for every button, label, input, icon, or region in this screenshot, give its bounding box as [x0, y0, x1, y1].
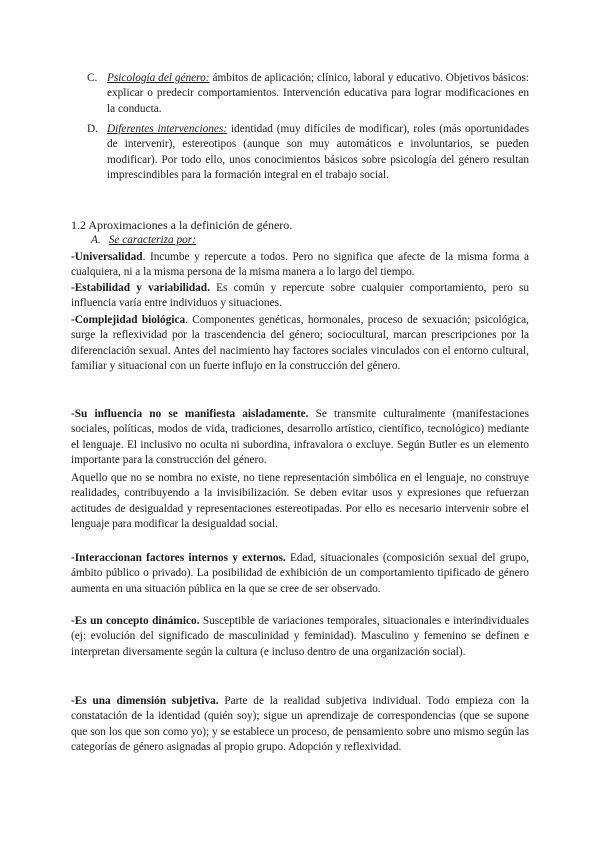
paragraph-text: . Incumbe y repercute a todos. Pero no significa que afecte de la misma forma a cualquiera, ni a la misma persona de la misma manera a lo largo del tiempo.: [71, 251, 529, 279]
subsection-title: Se caracteriza por:: [108, 234, 196, 246]
paragraph-lead: -Complejidad biológica: [71, 314, 186, 326]
subsection-heading: [91, 233, 196, 248]
paragraph-subjetiva: [71, 694, 529, 755]
paragraph-lead: -Universalidad: [71, 251, 143, 263]
paragraph-lead: -Estabilidad y variabilidad.: [71, 282, 210, 294]
paragraph-text: Es común y repercute sobre cualquier comportamiento, pero su influencia varía entre individuos y situaciones.: [71, 282, 529, 310]
paragraph-lead: -Es un concepto dinámico.: [71, 615, 200, 627]
list-title: Psicología del género:: [107, 72, 210, 84]
paragraph-complejidad: [71, 313, 529, 374]
section-heading: 1.2 Aproximaciones a la definición de género.: [71, 218, 293, 232]
list-label: D.: [87, 123, 98, 135]
paragraph-text: Edad, situacionales (composición sexual del grupo, ámbito público o privado). La posibilidad de exhibición de un comportamiento tipificado de género aumenta en una situación pública en la que se cree de ser observado.: [71, 552, 529, 595]
paragraph-lead: -Es una dimensión subjetiva.: [71, 695, 219, 707]
paragraph-lead: -Su influencia no se manifiesta aisladamente.: [71, 408, 309, 420]
list-title: Diferentes intervenciones:: [107, 123, 228, 135]
paragraph-text: Susceptible de variaciones temporales, situacionales e interindividuales (ej: evolución del significado de masculinidad y feminidad). Masculino y femenino se definen e interpretan diversamente según la cultura (e incluso dentro de una organización social).: [71, 615, 529, 658]
paragraph-estabilidad: [71, 281, 529, 312]
paragraph-lead: -Interaccionan factores internos y externos.: [71, 552, 286, 564]
paragraph-text: Aquello que no se nombra no existe, no tiene representación simbólica en el lenguaje, no construye realidades, contribuyendo a la invisibilización. Se deben evitar usos y expresiones que refuerzan actitudes de desigualdad y representaciones estereotipadas. Por ello es necesario intervenir sobre el lenguaje para modificar la desigualdad social.: [71, 472, 529, 530]
list-label: C.: [87, 72, 98, 84]
paragraph-factores: [71, 551, 529, 597]
list-text: identidad (muy difíciles de modificar), roles (más oportunidades de intervenir), estereotipos (aunque son muy automáticos e involuntarios, se pueden modificar). Por todo ello, unos conocimientos básicos sobre psicología del género resultan imprescindibles para la formación integral en el trabajo social.: [107, 123, 529, 181]
paragraph-text: Se transmite culturalmente (manifestaciones sociales, políticas, modos de vida, tradiciones, desarrollo artístico, científico, tecnológico) mediante el lenguaje. El inclusivo no oculta ni subordina, infravalora o excluye. Según Butler es un elemento importante para la construcción del género.: [71, 408, 529, 466]
paragraph-universalidad: [71, 250, 529, 281]
paragraph-dinamico: [71, 614, 529, 660]
subsection-label: A.: [91, 234, 101, 246]
list-text: ámbitos de aplicación; clínico, laboral y educativo. Objetivos básicos: explicar o predecir comportamientos. Intervención educativa para lograr modificaciones en la conducta.: [107, 72, 529, 115]
list-item-c: [87, 71, 529, 117]
paragraph-text: . Componentes genéticas, hormonales, proceso de sexuación; psicológica, surge la reflexividad por la trascendencia del género; sociocultural, marcan prescripciones por la diferenciación sexual. Antes del nacimiento hay factores sociales vinculados con el entorno cultural, familiar y situacional con un fuerte influjo en la construcción del género.: [71, 314, 529, 372]
list-body: [107, 71, 529, 117]
list-item-d: [87, 122, 529, 183]
paragraph-text: Parte de la realidad subjetiva individual. Todo empieza con la constatación de la identidad (quién soy); sigue un aprendizaje de correspondencias (que se supone que son los que son como yo); y se establece un proceso, de pensamiento sobre uno mismo según las categorías de género asignadas al propio grupo. Adopción y reflexividad.: [71, 695, 530, 753]
paragraph-lenguaje: [71, 471, 529, 532]
paragraph-influencia: [71, 407, 529, 468]
list-body: [107, 122, 529, 183]
